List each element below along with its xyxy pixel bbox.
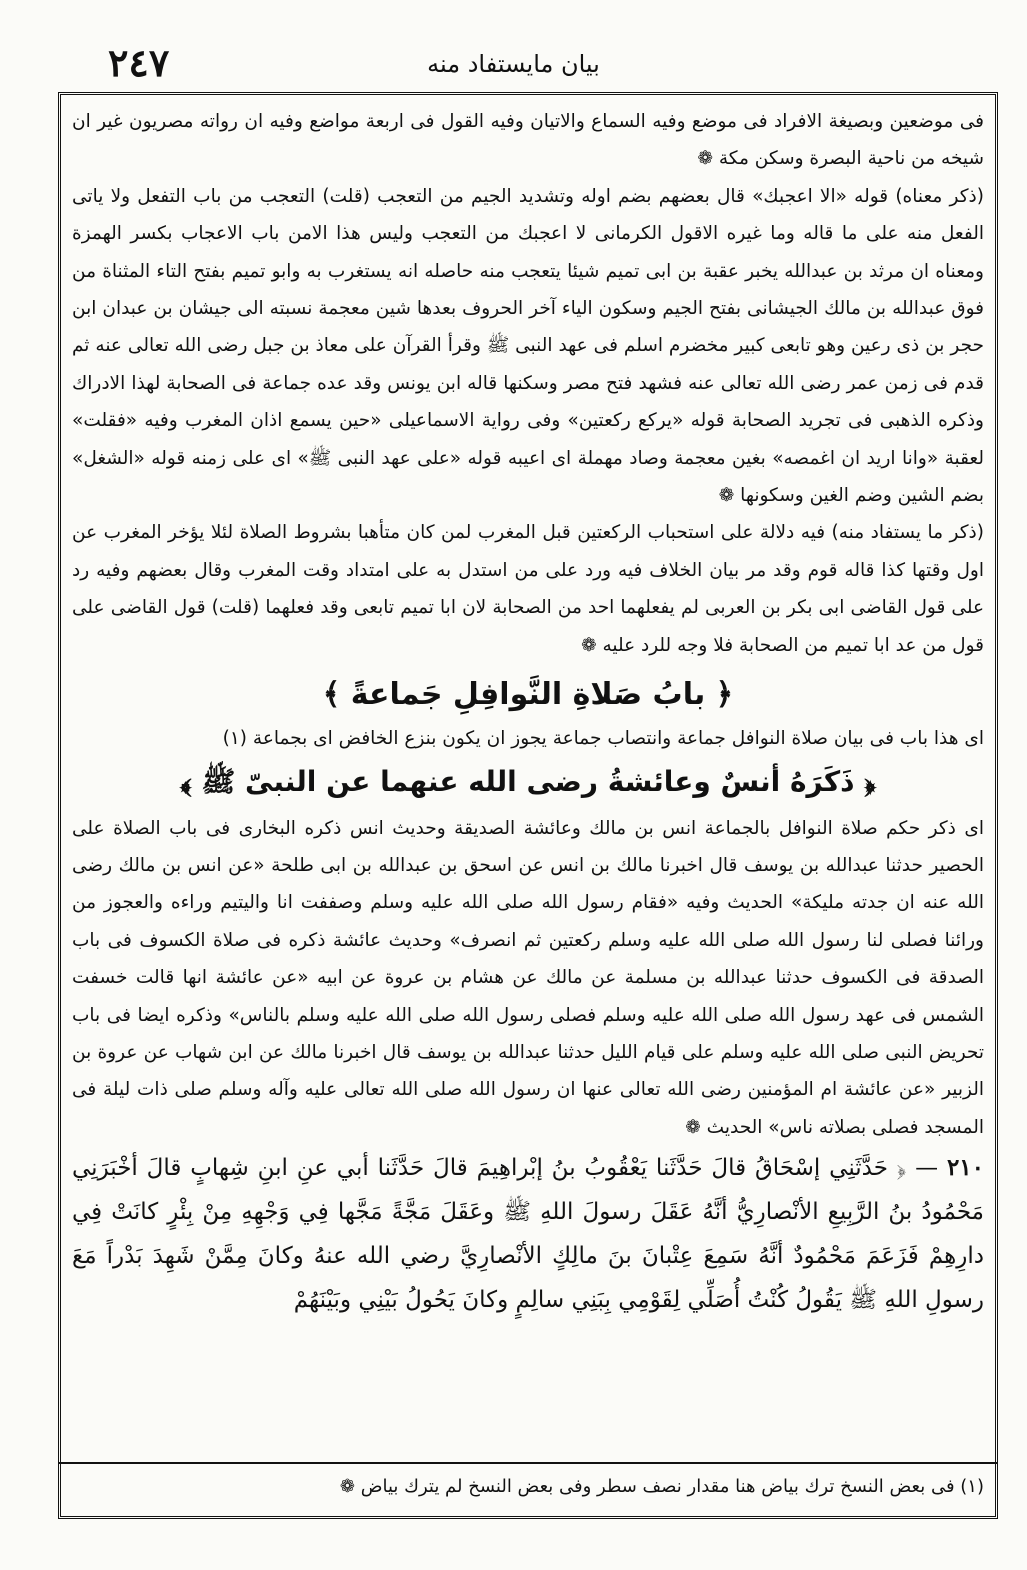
hadith-number: ٢١٠ <box>946 1154 984 1182</box>
footnote-divider <box>58 1462 998 1464</box>
hadith-body: — ﴿ حَدَّثَنِي إسْحَاقُ قالَ حَدَّثَنا يَعْقُوبُ بنُ إبْراهِيمَ قالَ حَدَّثَنا أبي عنِ ابنِ شِهابٍ قالَ أخْبَرَنِي مَحْمُودُ بنُ الرَّبِيعِ الأنْصارِيُّ أنَّهُ عَقَلَ رسولَ اللهِ ﷺ وعَقَلَ مَجَّةً مَجَّها فِي وَجْهِهِ مِنْ بِئْرٍ كانَتْ فِي دارِهِمْ فَزَعَمَ مَحْمُودٌ أنَّهُ سَمِعَ عِتْبانَ بنَ مالِكٍ الأنْصارِيَّ رضي الله عنهُ وكانَ مِمَّنْ شَهِدَ بَدْراً مَعَ رسولِ اللهِ ﷺ يَقُولُ كُنْتُ أُصَلِّي لِقَوْمِي بِبَنِي سالِمٍ وكانَ يَحُولُ بَيْنِي وبَيْنَهُمْ <box>72 1155 984 1314</box>
section-heading: ﴿ ذَكَرَهُ أنسٌ وعائشةُ رضى الله عنهما عن النبىّ ﷺ ﴾ <box>180 764 876 798</box>
hadith-text <box>72 1146 984 1322</box>
footnote: (١) فى بعض النسخ ترك بياض هنا مقدار نصف سطر وفى بعض النسخ لم يترك بياض ❁ <box>339 1476 984 1497</box>
page-number: ٢٤٧ <box>108 40 170 85</box>
main-text <box>72 103 984 1448</box>
paragraph-chapter-explanation: اى هذا باب فى بيان صلاة النوافل جماعة وانتصاب جماعة يجوز ان يكون بنزع الخافض اى بجماعة (١) <box>222 728 984 750</box>
paragraph-meaning: (ذكر معناه) قوله «الا اعجبك» قال بعضهم بضم اوله وتشديد الجيم من التعجب (قلت) التعجب من باب التفعل ولا ياتى الفعل منه على ما قاله وما غيره الاقول الكرمانى لا اعجبك من التعجب وليس هذا الامن باب الاعجاب بكسر الهمزة ومعناه ان مرثد بن عبدالله يخبر عقبة بن ابى تميم شيئا يتعجب منه حاصله انه يستغرب به وابو تميم بفتح التاء المثناة من فوق عبدالله بن مالك الجيشانى بفتح الجيم وسكون الياء آخر الحروف بعدها شين معجمة نسبته الى جيشان بن عبدان ابن حجر بن ذى رعين وهو تابعى كبير مخضرم اسلم فى عهد النبى ﷺ وقرأ القرآن على معاذ بن جبل رضى الله تعالى عنه ثم قدم فى زمن عمر رضى الله تعالى عنه فشهد فتح مصر وسكنها قاله ابن يونس وقد عده جماعة فى الصحابة لهذا الادراك وذكره الذهبى فى تجريد الصحابة قوله «يركع ركعتين» وفى رواية الاسماعيلى «حين يسمع اذان المغرب وفيه «فقلت» لعقبة «وانا اريد ان اغمصه» بغين معجمة وصاد مهملة اى اعيبه قوله «على عهد النبى ﷺ» اى على زمنه قوله «الشغل» بضم الشين وضم الغين وسكونها ❁ <box>72 185 984 507</box>
paragraph-benefits: (ذكر ما يستفاد منه) فيه دلالة على استحباب الركعتين قبل المغرب لمن كان متأهبا بشروط الصلاة لئلا يؤخر المغرب عن اول وقتها كذا قاله قوم وقد مر بيان الخلاف فيه ورد على من استدل به على امتداد وقت المغرب وقال بعضهم وفيه رد على قول القاضى ابى بكر بن العربى لم يفعلهما احد من الصحابة لان ابا تميم تابعى وقد فعلهما (قلت) قول القاضى على قول من عد ابا تميم من الصحابة فلا وجه للرد عليه ❁ <box>72 522 984 656</box>
paragraph-commentary: اى ذكر حكم صلاة النوافل بالجماعة انس بن مالك وعائشة الصديقة وحديث انس ذكره البخارى فى باب الصلاة على الحصير حدثنا عبدالله بن يوسف قال اخبرنا مالك بن انس عن اسحق بن عبدالله بن ابى طلحة «عن انس بن مالك رضى الله عنه ان جدته مليكة» الحديث وفيه «فقام رسول الله صلى الله عليه وسلم وصففت انا واليتيم وراءه والعجوز من ورائنا فصلى لنا رسول الله صلى الله عليه وسلم ركعتين ثم انصرف» وحديث عائشة ذكره فى صلاة الكسوف فى باب الصدقة فى الكسوف حدثنا عبدالله بن مسلمة عن مالك عن هشام بن عروة عن ابيه «عن عائشة انها قالت خسفت الشمس فى عهد رسول الله صلى الله عليه وسلم فصلى رسول الله صلى الله عليه وسلم بالناس» وذكره ايضا فى باب تحريض النبى صلى الله عليه وسلم على قيام الليل حدثنا عبدالله بن يوسف قال اخبرنا مالك عن ابن شهاب عن عروة بن الزبير «عن عائشة ام المؤمنين رضى الله تعالى عنها ان رسول الله صلى الله تعالى عليه وآله وسلم صلى ذات ليلة فى المسجد فصلى بصلاته ناس» الحديث ❁ <box>72 817 984 1138</box>
chapter-heading: ﴿ بابُ صَلاةِ النَّوافِلِ جَماعةً ﴾ <box>322 677 734 713</box>
paragraph-1: فى موضعين وبصيغة الافراد فى موضع وفيه السماع والاتيان وفيه القول فى اربعة مواضع وفيه ان رواته مصريون غير ان شيخه من ناحية البصرة وسكن مكة ❁ <box>72 111 984 170</box>
running-title: بيان مايستفاد منه <box>427 50 600 78</box>
